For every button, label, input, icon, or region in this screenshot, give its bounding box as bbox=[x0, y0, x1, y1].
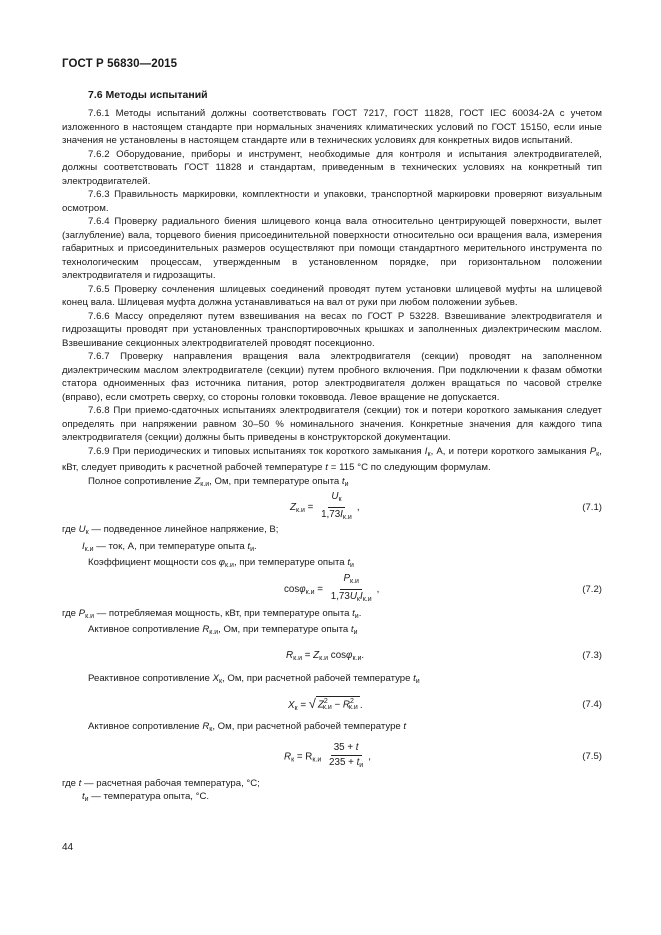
active-resistance-2-label: Активное сопротивление $R_к$, Ом, при расчетной рабочей температуре t bbox=[88, 721, 407, 733]
paragraph-7-6-1: 7.6.1 Методы испытаний должны соответствовать ГОСТ 7217, ГОСТ 11828, ГОСТ IEC 60034-2A с учетом изложенного в настоящем стандарте при нормальных значениях климатических условий по ГОСТ 15150, если иные значения не установлены в настоящем стандарте или в технических условиях для конкретных видов испытаний. bbox=[62, 108, 602, 146]
document-header: ГОСТ Р 56830—2015 bbox=[62, 58, 178, 70]
paragraph-7-6-3: 7.6.3 Правильность маркировки, комплектности и упаковки, транспортной маркировки проверяют визуальным осмотром. bbox=[62, 189, 602, 214]
equation-number: (7.5) bbox=[582, 751, 602, 762]
where-p: где $P_{к.и}$ — потребляемая мощность, кВт, при температуре опыта $t_и$. bbox=[62, 607, 362, 620]
section-title: 7.6 Методы испытаний bbox=[88, 89, 208, 101]
paragraph-7-6-2: 7.6.2 Оборудование, приборы и инструмент, необходимые для контроля и испытания электродвигателей, должны соответствовать ГОСТ 11828 и стандартам, приведенным в технических условиях на конкретный тип электродвигателей. bbox=[62, 148, 602, 187]
equation-7-5: $R_к = R_{к.и}$ $\frac{35 + t}{235 + t_и}$ , (7.5) bbox=[284, 741, 602, 769]
equation-7-3: $R_{к.и} = Z_{к.и}$ cosφ$_{к.и}$. (7.3) bbox=[286, 649, 602, 662]
active-resistance-label: Активное сопротивление $R_{к.и}$, Ом, при температуре опыта $t_и$ bbox=[88, 624, 358, 636]
where-ti: $t_и$ — температура опыта, °С. bbox=[82, 791, 210, 803]
paragraph-7-6-8: 7.6.8 При приемо-сдаточных испытаниях электродвигателя (секции) ток и потери короткого замыкания следует определять при напряжении равном 30–50 % номинального значения. Конкретные значения для каждого типа электродвигателя (секции) должны быть приведены в конструкторской документации. bbox=[62, 405, 602, 443]
equation-7-4: $X_к$ = √ $Z^2_{к.и} - R^2_{к.и}$ . (7.4) bbox=[288, 696, 602, 713]
reactive-resistance-label: Реактивное сопротивление $X_к$, Ом, при расчетной рабочей температуре $t_и$ bbox=[88, 672, 420, 685]
paragraph-7-6-5: 7.6.5 Проверку сочленения шлицевых соединений проводят путем установки шлицевой муфты на шлицевой конец вала. Шлицевая муфта должна устанавливаться на вал от руки при любом положении зубьев. bbox=[62, 283, 602, 308]
equation-7-2: cosφ$_{к.и}$ = $\frac{P_{к.и}}{1,73U_кI_{к.и}}$ , (7.2) bbox=[284, 573, 602, 603]
equation-number: (7.3) bbox=[582, 650, 602, 661]
equation-number: (7.1) bbox=[582, 501, 602, 513]
full-resistance-label: Полное сопротивление $Z_{к.и}$, Ом, при температуре опыта $t_и$ bbox=[88, 475, 349, 488]
where-t: где t — расчетная рабочая температура, °С; bbox=[62, 777, 260, 789]
equation-number: (7.4) bbox=[582, 698, 602, 710]
where-u: где $U_к$ — подведенное линейное напряжение, В; bbox=[62, 524, 279, 536]
equation-number: (7.2) bbox=[582, 584, 602, 595]
paragraph-7-6-9: 7.6.9 При периодических и типовых испытаниях ток короткого замыкания $I_к$, А, и потери короткого замыкания $P_к$, кВт, следует приводить к расчетной рабочей температуре t = 115 °С по следующим формулам. bbox=[62, 445, 602, 473]
paragraph-7-6-7: 7.6.7 Проверку направления вращения вала электродвигателя (секции) проводят на заполненном диэлектрическим маслом электродвигателе (секции) путем пробного включения. При подключении к фазам обмотки статора одноименных фаз источника питания, ротор электродвигателя должен вращаться по часовой стрелке (вправо), если смотреть сверху, со стороны головки токоввода. Левое вращение не допускается. bbox=[62, 351, 602, 403]
paragraph-7-6-6: 7.6.6 Массу определяют путем взвешивания на весах по ГОСТ Р 53228. Взвешивание электродвигателя и гидрозащиты проводят при установленных транспортировочных крышках и заполненных диэлектрическим маслом. Взвешивание секционных электродвигателей проводят посекционно. bbox=[62, 310, 602, 349]
where-i: $I_{к.и}$ — ток, А, при температуре опыта $t_и$. bbox=[82, 540, 257, 553]
equation-7-1: $Z_{к.и}$ = $\frac{U_к}{1,73I_{к.и}}$ , (7.1) bbox=[290, 490, 602, 521]
page-number: 44 bbox=[62, 842, 74, 853]
power-factor-label: Коэффициент мощности $\cos \varphi_{к.и}$, при температуре опыта $t_и$ bbox=[88, 557, 354, 569]
document-page bbox=[62, 58, 602, 807]
paragraph-7-6-4: 7.6.4 Проверку радиального биения шлицевого конца вала относительно центрирующей поверхности, вылет (заглубление) вала, торцевого биения присоединительной поверхности относительно оси вращения вала, измерения габаритных и присоединительных размеров осуществляют при помощи стандартного мерительного инструмента по технологическим процессам, утвержденным в установленном порядке, при горизонтальном положении электродвигателя и гидрозащиты. bbox=[62, 216, 602, 281]
